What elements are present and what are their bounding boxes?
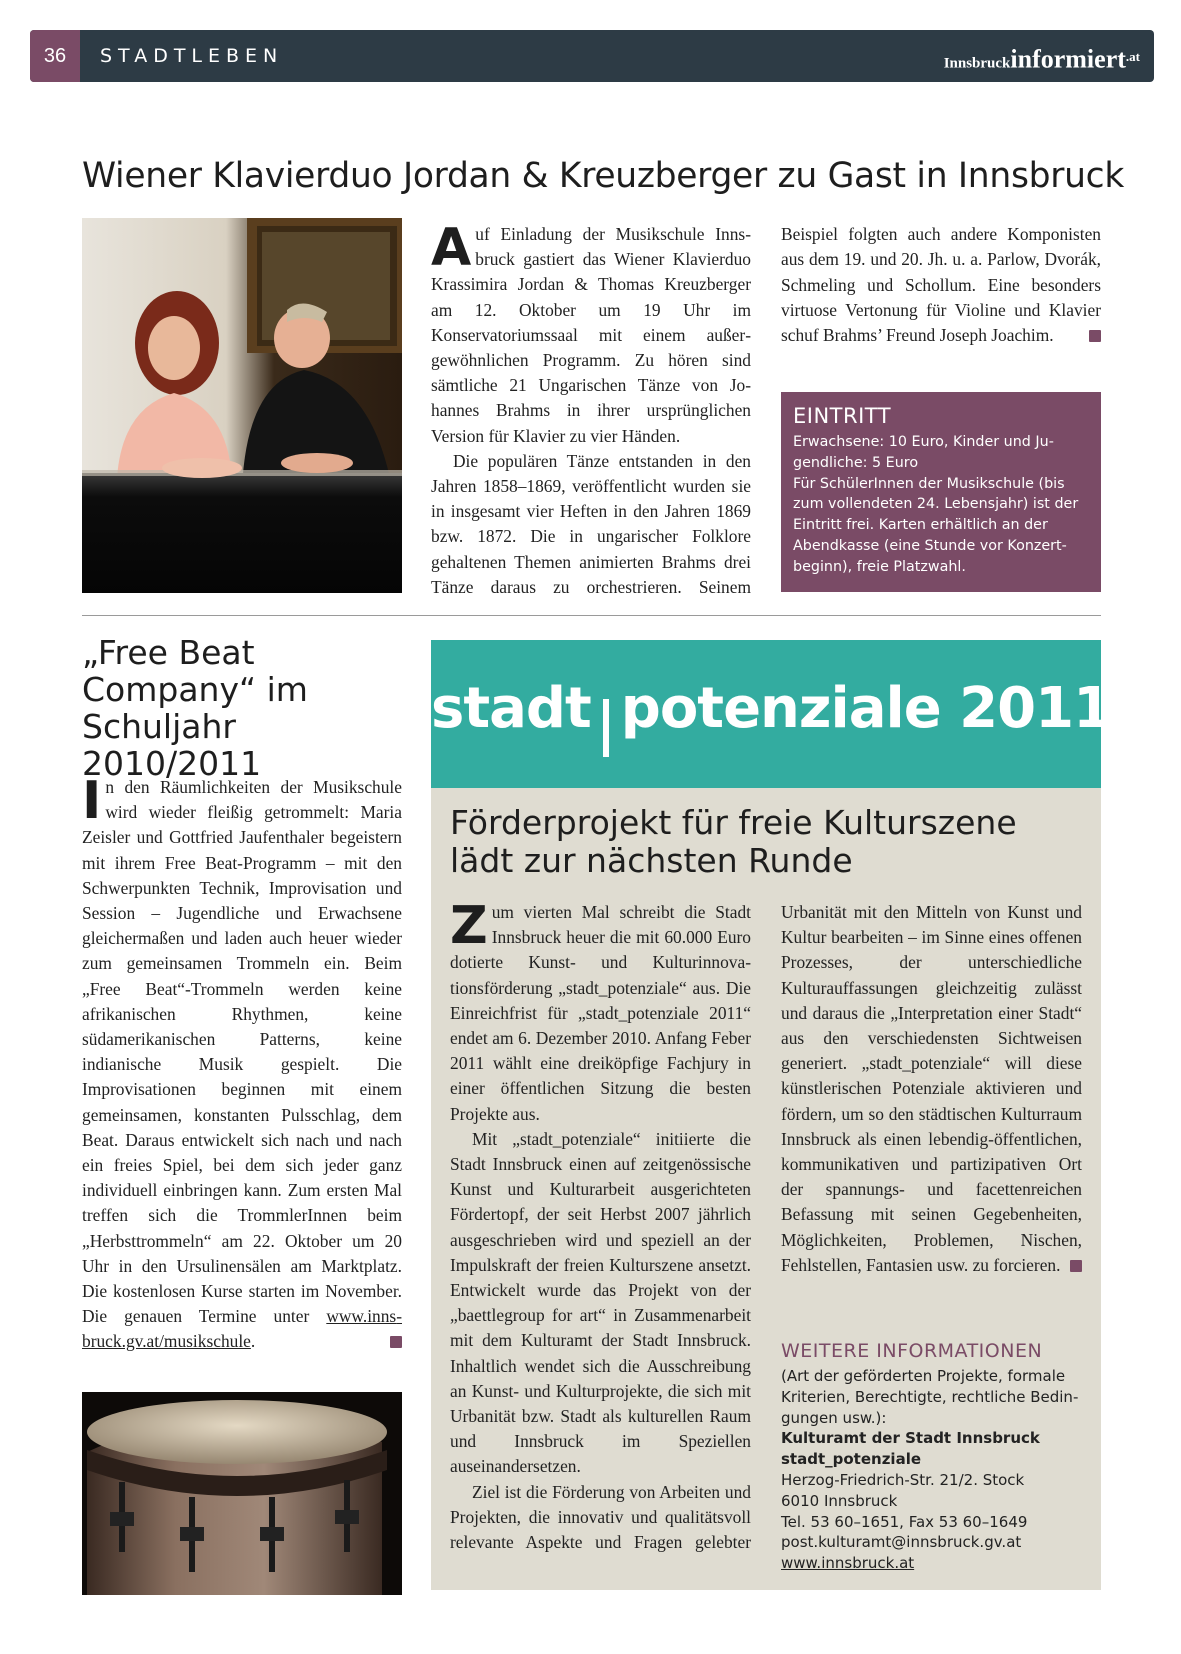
weitere-project: stadt_potenziale (781, 1450, 922, 1469)
end-mark-square (1070, 1260, 1082, 1272)
article-title-free-beat: „Free Beat Company“ im Schuljahr 2010/2011 (82, 633, 308, 783)
article3-column1 (450, 900, 751, 1580)
article3-paragraph3-part: Ziel ist die Förderung von Arbeiten und Projekten, die innovativ und qualitätsvoll relevante Aspekte und Fragen gelebter (450, 1481, 751, 1553)
weitere-org: Kulturamt der Stadt Innsbruck (781, 1429, 1040, 1448)
eintritt-title: EINTRITT (793, 404, 892, 428)
weitere-informationen (781, 1340, 1101, 1574)
article1-column2 (781, 222, 1101, 374)
photo-piano-duo (82, 218, 402, 593)
article1-paragraph2-part: Die populären Tänze entstanden in den Jahren 1858–1869, veröffentlicht wurden sie in insgesamt vier Heften in den Jahren 1869 bzw. 1872. Die in ungarischer Folklore gehaltenen Themen animierten Brahms drei Tänze daraus zu orchestrieren. Seinem (431, 450, 751, 597)
article3-paragraph3-continued: Urbanität mit den Mitteln von Kunst und Kultur bearbeiten – im Sinne eines offenen Prozesses, der unterschiedliche Kulturauffassungen gleichzeitig zulässt und daraus die „Interpretation einer Stadt“ aus den verschiedensten Sichtweisen generiert. „stadt_potenziale“ will diese künstlerischen Potenziale aktivieren und fördern, um so den städtischen Kulturraum Innsbruck als einen lebendig-öffentlichen, kommunikativen und partizipativen Ort der spannungs- und facettenreichen Befassung mit seinen Gegebenheiten, Möglichkeiten, Problemen, Nischen, Fehlstellen, Fantasien usw. zu forcieren. (781, 902, 1082, 1275)
eintritt-details: Für SchülerInnen der Musikschule (bis zum vollendeten 24. Lebensjahr) ist der Eintritt frei. Karten erhältlich an der Abendkasse (eine Stunde vor Konzertbeginn), freie Platzwahl. (793, 475, 1079, 575)
weitere-email[interactable]: post.kulturamt@innsbruck.gv.at (781, 1533, 1022, 1552)
banner-left: stadt (431, 676, 591, 741)
musikschule-link[interactable]: www.innsbruck.gv.at/musikschule (82, 1306, 402, 1352)
end-mark-square (1089, 330, 1101, 342)
article2-paragraph: n den Räumlichkeiten der Musikschule wird wieder fleißig getrommelt: Maria Zeisler und Gottfried Jaufenthaler begeistern mit ihrem Free Beat-Programm – mit den Schwerpunkten Technik, Improvisation und Session – Jugendliche und Erwachsene gleichermaßen und laden auch heuer wieder zum gemeinsamen Trommeln ein. Beim „Free Beat“-Trommeln werden keine afrikanischen Rhythmen, keine südamerikanischen Patterns, keine indianische Musik gespielt. Die Improvisationen beginnen mit einem gemeinsamen, konstanten Pulsschlag, dem Beat. Daraus entwickelt sich nach und nach ein freies Spiel, bei dem sich jeder ganz individuell einbringen kann. Zum ersten Mal treffen sich die TrommlerInnen beim „Herbsttrommeln“ am 22. Oktober um 20 Uhr in den Ursulinensälen am Marktplatz. Die kostenlosen Kurse starten im November. Die genauen Termine unter (82, 777, 402, 1327)
eintritt-prices: Erwachsene: 10 Euro, Kinder und Jugendliche: 5 Euro (793, 434, 1054, 471)
section-divider (82, 615, 1101, 616)
weitere-title: WEITERE INFORMATIONEN (781, 1340, 1043, 1362)
page-number: 36 (30, 30, 80, 82)
article1-paragraph1: uf Einladung der Musikschule Innsbruck gastiert das Wiener Klavierduo Krassimira Jordan & Thomas Kreuzberger am 12. Oktober um 19 Uhr im Konservatoriumssaal mit einem außergewöhnlichen Programm. Zu hören sind sämtliche 21 Ungarischen Tänze von Johannes Brahms in ihrer ursprünglichen Version für Klavier zu vier Händen. (431, 224, 751, 446)
article3-paragraph2: Mit „stadt_potenziale“ initiierte die Stadt Innsbruck einen auf zeitgenössische Kunst und Kulturarbeit ausgerichteten Fördertopf, der seit Herbst 2007 jährlich ausgeschrieben wird und speziell an der Impulskraft der freien Kulturszene ansetzt. Entwickelt wurde das Projekt von der „baettlegroup for art“ in Zusammenarbeit mit dem Kulturamt der Stadt Innsbruck. Inhaltlich wendet sich die Ausschreibung an Kunst- und Kulturprojekte, die sich mit Urbanität bzw. Stadt als kulturellen Raum und Innsbruck im Speziellen auseinandersetzen. (450, 1128, 751, 1477)
weitere-phone: Tel. 53 60–1651, Fax 53 60–1649 (781, 1512, 1028, 1531)
piano-duo-image (82, 218, 402, 593)
weitere-street: Herzog-Friedrich-Str. 21/2. Stock (781, 1470, 1025, 1489)
article-title-foerderprojekt: Förderprojekt für freie Kulturszene lädt zur nächsten Runde (450, 803, 1017, 880)
article-title-klavierduo: Wiener Klavierduo Jordan & Kreuzberger zu Gast in Innsbruck (82, 156, 1125, 196)
article3-column2 (781, 900, 1082, 1330)
page-header (30, 30, 1154, 82)
stadt-potenziale-banner (431, 640, 1112, 788)
weitere-web-link[interactable]: www.innsbruck.at (781, 1554, 915, 1573)
dropcap-z: Z (450, 900, 488, 956)
weitere-city: 6010 Innsbruck (781, 1491, 898, 1510)
dropcap-i: I (82, 771, 102, 831)
banner-right: potenziale 2011 (620, 676, 1112, 741)
end-mark-square (390, 1336, 402, 1348)
brand-prefix: Innsbruck (943, 55, 1011, 72)
brand-main: informiert (1010, 44, 1126, 74)
article2-column: In den Räumlichkeiten der Musikschule wird wieder fleißig getrommelt: Maria Zeisler und Gottfried Jaufenthaler begeistern mit ihrem Free Beat-Programm – mit den Schwerpunkten Technik, Improvisation und Session – Jugendliche und Erwachsene gleichermaßen und laden auch heuer wieder zum gemeinsamen Trommeln ein. Beim „Free Beat“-Trommeln werden keine afrikanischen Rhythmen, keine südamerikanischen Patterns, keine indianische Musik gespielt. Die Improvisationen beginnen mit einem gemeinsamen, konstanten Pulsschlag, dem Beat. Daraus entwickelt sich nach und nach ein freies Spiel, bei dem sich jeder ganz individuell einbringen kann. Zum ersten Mal treffen sich die TrommlerInnen beim „Herbsttrommeln“ am 22. Oktober um 20 Uhr in den Ursulinensälen am Marktplatz. Die kostenlosen Kurse starten im November. Die genauen Termine unter www.innsbruck.gv.at/musikschule. (82, 771, 402, 1352)
dropcap-a: A (431, 218, 472, 278)
article1-paragraph2-continued: Beispiel folgten auch andere Komponisten aus dem 19. und 20. Jh. u. a. Parlow, Dvorák, Schmeling und Schollum. Eine besonders virtuose Vertonung für Violine und Klavier schuf Brahms’ Freund Joseph Joachim. (781, 224, 1101, 346)
weitere-intro: (Art der geförderten Projekte, formale Kriterien, Berechtigte, rechtliche Bedingungen usw.): (781, 1367, 1079, 1427)
brand-suffix: .at (1125, 49, 1140, 64)
photo-drum (82, 1392, 402, 1595)
section-title: STADTLEBEN (100, 45, 284, 67)
brand-logo (944, 30, 1140, 82)
eintritt-box (781, 392, 1101, 592)
banner-separator (603, 699, 609, 757)
drum-image (82, 1392, 402, 1595)
banner-title (431, 676, 1112, 757)
article3-paragraph1: um vierten Mal schreibt die Stadt Innsbruck heuer die mit 60.000 Euro dotierte Kunst- und Kulturinnovationsförderung „stadt_potenziale“ aus. Die Einreichfrist für „stadt_potenziale 2011“ endet am 6. Dezember 2010. Anfang Feber 2011 wählt eine dreiköpfige Fachjury in einer öffentlichen Sitzung die besten Projekte aus. (450, 902, 751, 1124)
article1-column1 (431, 218, 751, 600)
